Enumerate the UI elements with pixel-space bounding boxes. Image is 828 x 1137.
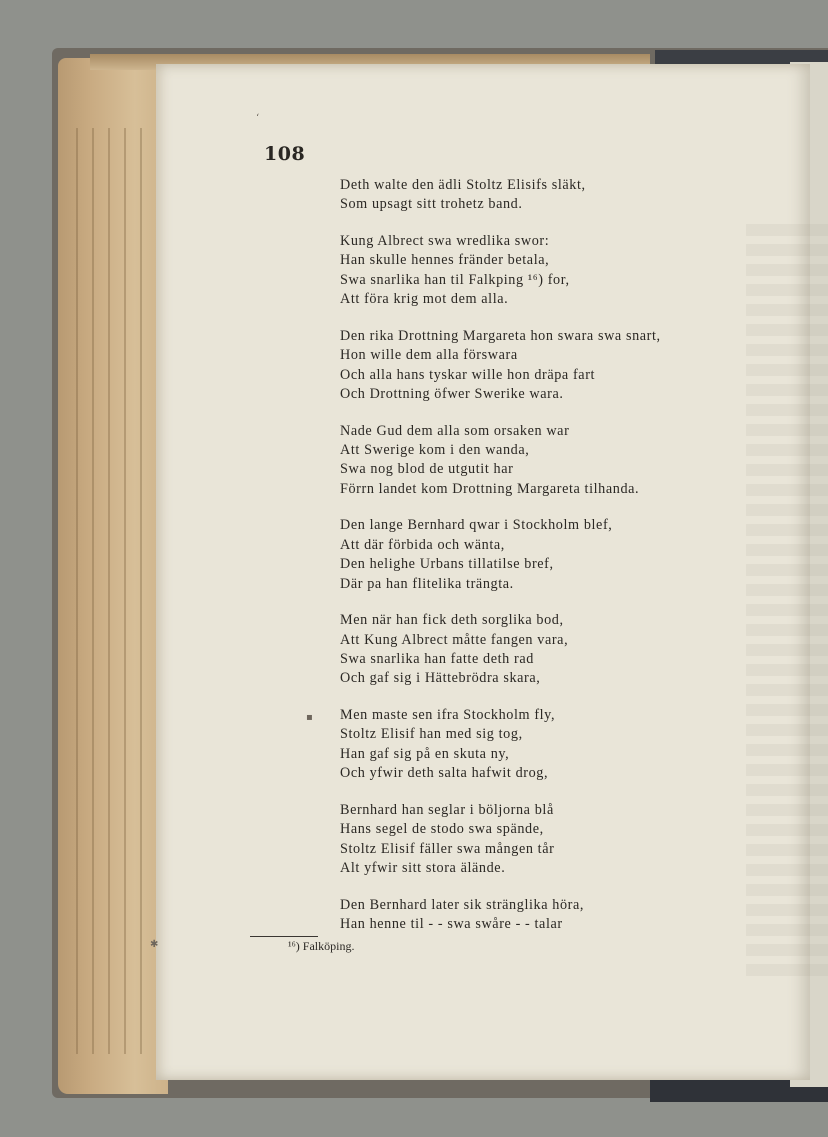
poem-line: Hans segel de stodo swa spände, — [340, 821, 544, 838]
stanza — [340, 801, 661, 879]
poem-line: Hon wille dem alla förswara — [340, 347, 518, 364]
poem-line: Nade Gud dem alla som orsaken war — [340, 422, 570, 439]
stanza — [340, 176, 661, 215]
poem-line: Att Swerige kom i den wanda, — [340, 442, 530, 459]
poem-line: Den helighe Urbans tillatilse bref, — [340, 556, 554, 573]
ink-speck: ‘ — [256, 113, 260, 124]
poem-line: Swa snarlika han til Falkping ¹⁶) for, — [340, 271, 570, 288]
poem-text — [340, 176, 661, 952]
poem-line: Stoltz Elisif fäller swa mången tår — [340, 840, 555, 857]
poem-line: Swa nog blod de utgutit har — [340, 461, 514, 478]
stanza — [340, 706, 661, 784]
stanza — [340, 516, 661, 594]
poem-line: Och gaf sig i Hättebrödra skara, — [340, 670, 541, 687]
footnote: ¹⁶) Falköping. — [288, 939, 355, 953]
poem-line: Den lange Bernhard qwar i Stockholm blef, — [340, 517, 613, 534]
stanza — [340, 327, 661, 405]
bleed-through-text — [746, 224, 828, 984]
poem-line: Stoltz Elisif han med sig tog, — [340, 726, 523, 743]
poem-line: Som upsagt sitt trohetz band. — [340, 196, 523, 213]
ink-speck: ✱ — [150, 939, 159, 950]
stanza — [340, 232, 661, 310]
poem-line: Deth walte den ädli Stoltz Elisifs släkt, — [340, 177, 586, 193]
ink-speck: ▪ — [306, 712, 313, 723]
book-page — [150, 64, 810, 1080]
stanza — [340, 611, 661, 689]
poem-line: Kung Albrect swa wredlika swor: — [340, 233, 550, 249]
poem-line: Han henne til - - swa swåre - - talar — [340, 916, 563, 933]
poem-line: Att där förbida och wänta, — [340, 536, 505, 553]
poem-line: Och yfwir deth salta hafwit drog, — [340, 765, 549, 782]
poem-line: Men när han fick deth sorglika bod, — [340, 612, 564, 629]
stanza — [340, 896, 661, 935]
poem-line: Bernhard han seglar i böljorna blå — [340, 801, 554, 818]
poem-line: Swa snarlika han fatte deth rad — [340, 651, 534, 668]
poem-line: Men maste sen ifra Stockholm fly, — [340, 707, 556, 724]
poem-line: Förrn landet kom Drottning Margareta tilhanda. — [340, 480, 640, 497]
poem-line: Att föra krig mot dem alla. — [340, 291, 509, 308]
poem-line: Den Bernhard later sik stränglika höra, — [340, 896, 585, 913]
poem-line: Han skulle hennes fränder betala, — [340, 252, 550, 269]
poem-line: Den rika Drottning Margareta hon swara swa snart, — [340, 327, 661, 344]
poem-line: Och alla hans tyskar wille hon dräpa fart — [340, 366, 596, 383]
footnote-rule — [250, 936, 318, 937]
page-number: 108 — [264, 143, 306, 165]
poem-line: Han gaf sig på en skuta ny, — [340, 745, 510, 762]
poem-line: Och Drottning öfwer Swerike wara. — [340, 386, 564, 403]
poem-line: Alt yfwir sitt stora älände. — [340, 860, 506, 877]
poem-line: Att Kung Albrect måtte fangen vara, — [340, 631, 569, 648]
poem-line: Där pa han flitelika trängta. — [340, 575, 514, 592]
stanza — [340, 422, 661, 500]
